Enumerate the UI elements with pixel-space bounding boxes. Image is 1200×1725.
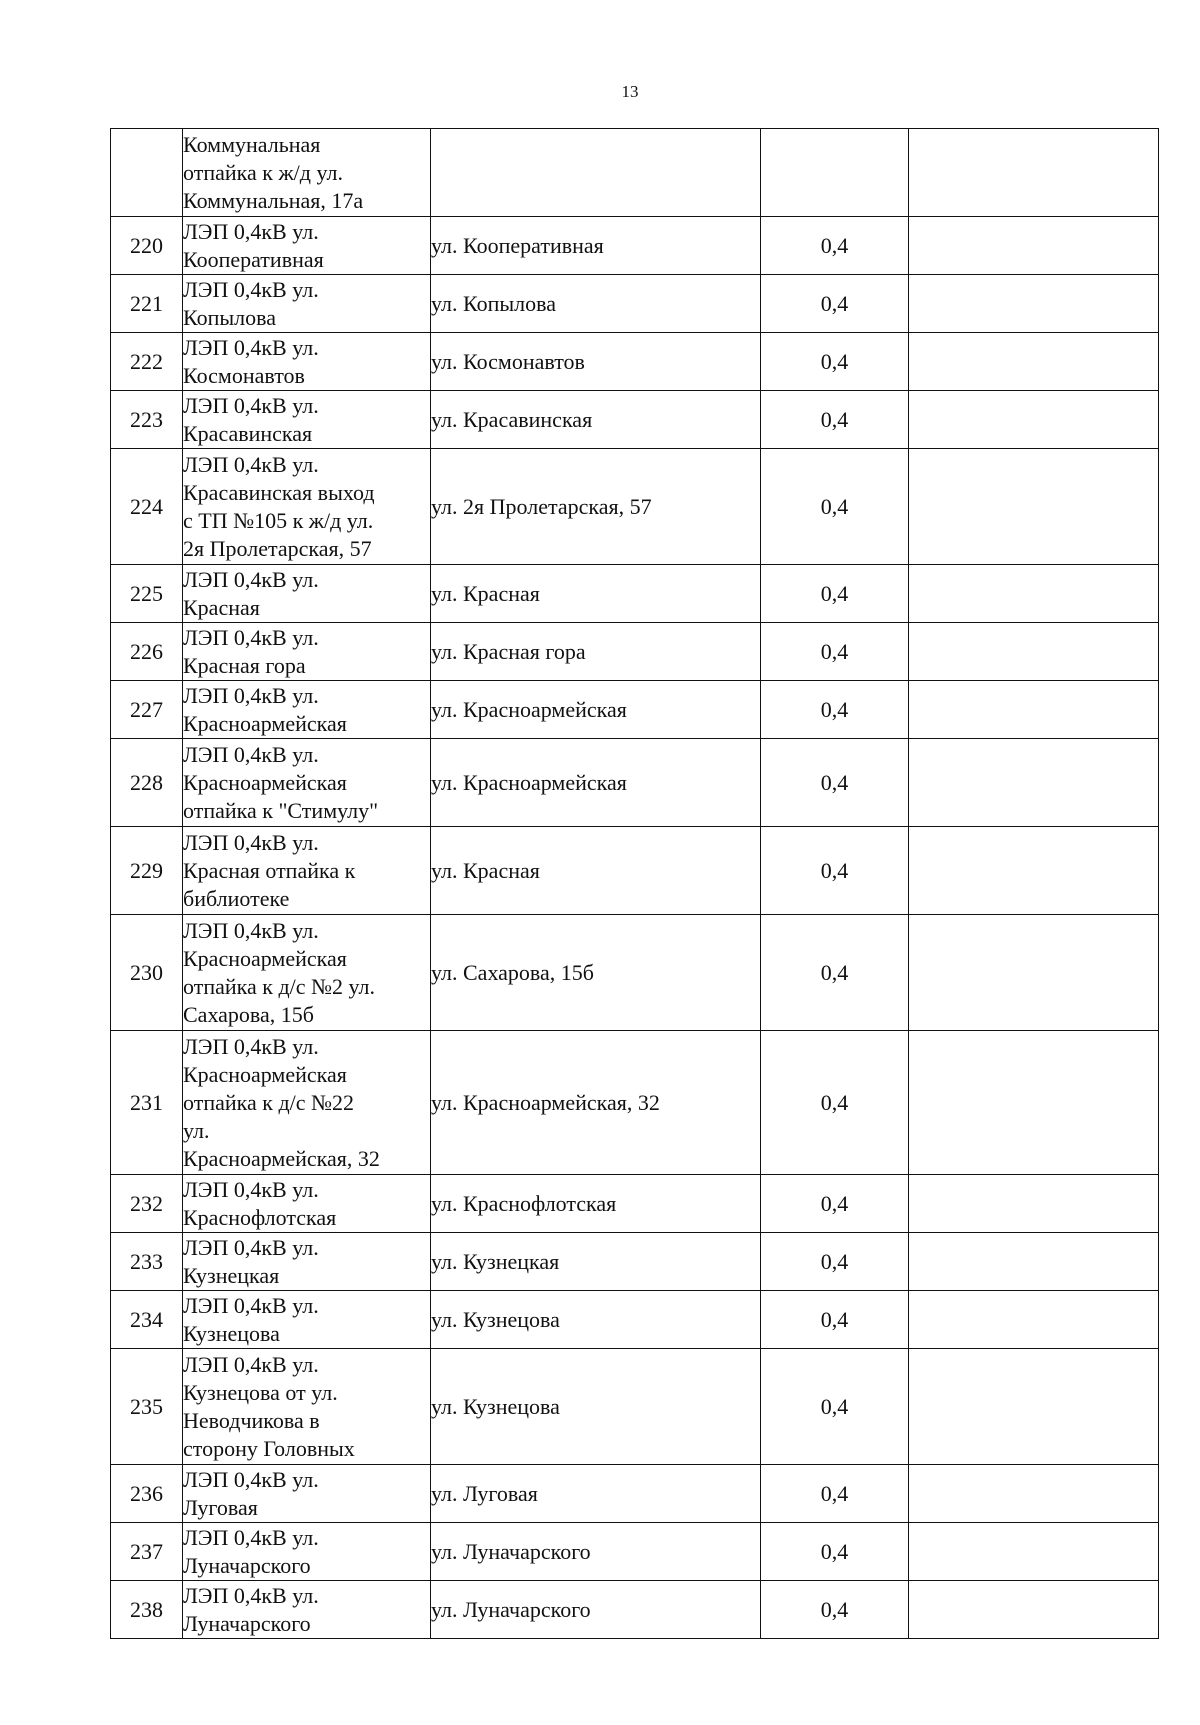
line-name-text: Луговая — [183, 1494, 258, 1520]
row-number: 223 — [111, 391, 183, 449]
line-name-text: Краснофлотская — [183, 1204, 337, 1230]
voltage: 0,4 — [761, 915, 909, 1031]
empty-column — [909, 623, 1159, 681]
voltage: 0,4 — [761, 1349, 909, 1465]
voltage: 0,4 — [761, 449, 909, 565]
empty-column — [909, 1581, 1159, 1639]
empty-column — [909, 449, 1159, 565]
line-name-text: ЛЭП 0,4кВ ул. — [183, 1524, 319, 1550]
line-name-text: ЛЭП 0,4кВ ул. — [183, 624, 319, 650]
power-lines-table — [110, 128, 1159, 1639]
line-name — [183, 449, 431, 565]
row-number: 222 — [111, 333, 183, 391]
line-name — [183, 333, 431, 391]
row-number: 220 — [111, 217, 183, 275]
address: ул. Красноармейская, 32 — [431, 1031, 761, 1175]
empty-column — [909, 565, 1159, 623]
line-name — [183, 739, 431, 827]
line-name-text: ЛЭП 0,4кВ ул. — [183, 451, 319, 477]
line-name-text: Неводчикова в — [183, 1407, 320, 1433]
empty-column — [909, 1175, 1159, 1233]
line-name — [183, 1465, 431, 1523]
line-name — [183, 217, 431, 275]
line-name — [183, 129, 431, 217]
table-row — [111, 129, 1159, 217]
empty-column — [909, 827, 1159, 915]
line-name-text: ЛЭП 0,4кВ ул. — [183, 1351, 319, 1377]
empty-column — [909, 1349, 1159, 1465]
row-number: 236 — [111, 1465, 183, 1523]
line-name-text: Красная отпайка к — [183, 857, 356, 883]
line-name — [183, 915, 431, 1031]
line-name-text: Копылова — [183, 304, 276, 330]
table-row — [111, 1523, 1159, 1581]
line-name-text: ЛЭП 0,4кВ ул. — [183, 1466, 319, 1492]
voltage: 0,4 — [761, 623, 909, 681]
line-name-text: ЛЭП 0,4кВ ул. — [183, 218, 319, 244]
line-name-text: Кузнецкая — [183, 1262, 280, 1288]
line-name — [183, 827, 431, 915]
line-name — [183, 1031, 431, 1175]
line-name-text: сторону Головных — [183, 1435, 355, 1461]
line-name-text: ЛЭП 0,4кВ ул. — [183, 392, 319, 418]
table-row — [111, 1581, 1159, 1639]
table-row — [111, 1175, 1159, 1233]
voltage: 0,4 — [761, 827, 909, 915]
address: ул. Краснофлотская — [431, 1175, 761, 1233]
voltage: 0,4 — [761, 275, 909, 333]
table-row — [111, 739, 1159, 827]
line-name-text: Луначарского — [183, 1610, 311, 1636]
voltage: 0,4 — [761, 1465, 909, 1523]
row-number: 234 — [111, 1291, 183, 1349]
table-row — [111, 333, 1159, 391]
line-name-text: ЛЭП 0,4кВ ул. — [183, 334, 319, 360]
line-name-text: отпайка к д/с №2 ул. — [183, 973, 376, 999]
line-name-text: отпайка к "Стимулу" — [183, 797, 379, 823]
line-name-text: ЛЭП 0,4кВ ул. — [183, 741, 319, 767]
address: ул. Красная гора — [431, 623, 761, 681]
empty-column — [909, 1291, 1159, 1349]
address: ул. Красноармейская — [431, 739, 761, 827]
row-number: 231 — [111, 1031, 183, 1175]
line-name-text: Сахарова, 15б — [183, 1001, 314, 1027]
empty-column — [909, 915, 1159, 1031]
line-name-text: Коммунальная, 17а — [183, 187, 364, 213]
line-name-text: Красавинская — [183, 420, 313, 446]
line-name-text: ЛЭП 0,4кВ ул. — [183, 829, 319, 855]
empty-column — [909, 1465, 1159, 1523]
voltage: 0,4 — [761, 1175, 909, 1233]
row-number — [111, 129, 183, 217]
voltage: 0,4 — [761, 681, 909, 739]
voltage: 0,4 — [761, 565, 909, 623]
address: ул. Кузнецкая — [431, 1233, 761, 1291]
line-name — [183, 1349, 431, 1465]
row-number: 233 — [111, 1233, 183, 1291]
line-name-text: Космонавтов — [183, 362, 305, 388]
line-name-text: Красноармейская — [183, 710, 347, 736]
table-row — [111, 1465, 1159, 1523]
address: ул. Луначарского — [431, 1581, 761, 1639]
line-name-text: ЛЭП 0,4кВ ул. — [183, 1033, 319, 1059]
voltage: 0,4 — [761, 1581, 909, 1639]
line-name — [183, 1233, 431, 1291]
line-name-text: ул. — [183, 1117, 210, 1143]
line-name — [183, 1175, 431, 1233]
empty-column — [909, 217, 1159, 275]
line-name-text: ЛЭП 0,4кВ ул. — [183, 1292, 319, 1318]
address: ул. Луговая — [431, 1465, 761, 1523]
row-number: 232 — [111, 1175, 183, 1233]
voltage: 0,4 — [761, 217, 909, 275]
table-row — [111, 1349, 1159, 1465]
empty-column — [909, 129, 1159, 217]
voltage: 0,4 — [761, 1031, 909, 1175]
table-row — [111, 681, 1159, 739]
line-name-text: Красавинская выход — [183, 479, 375, 505]
address: ул. Красавинская — [431, 391, 761, 449]
line-name — [183, 275, 431, 333]
address: ул. Красная — [431, 565, 761, 623]
table-row — [111, 449, 1159, 565]
address: ул. Кузнецова — [431, 1291, 761, 1349]
line-name — [183, 681, 431, 739]
row-number: 226 — [111, 623, 183, 681]
line-name-text: Кузнецова от ул. — [183, 1379, 338, 1405]
address: ул. Луначарского — [431, 1523, 761, 1581]
line-name-text: ЛЭП 0,4кВ ул. — [183, 682, 319, 708]
table-row — [111, 217, 1159, 275]
table-row — [111, 1233, 1159, 1291]
line-name-text: ЛЭП 0,4кВ ул. — [183, 276, 319, 302]
row-number: 230 — [111, 915, 183, 1031]
line-name-text: с ТП №105 к ж/д ул. — [183, 507, 374, 533]
table-row — [111, 565, 1159, 623]
line-name-text: ЛЭП 0,4кВ ул. — [183, 1582, 319, 1608]
line-name-text: Кооперативная — [183, 246, 324, 272]
voltage: 0,4 — [761, 1233, 909, 1291]
line-name — [183, 391, 431, 449]
table-row — [111, 915, 1159, 1031]
line-name-text: библиотеке — [183, 885, 290, 911]
line-name-text: ЛЭП 0,4кВ ул. — [183, 917, 319, 943]
table-row — [111, 391, 1159, 449]
line-name-text: Красная — [183, 594, 260, 620]
address: ул. Красная — [431, 827, 761, 915]
table-body — [111, 129, 1159, 1639]
line-name-text: ЛЭП 0,4кВ ул. — [183, 566, 319, 592]
page-number: 13 — [621, 82, 639, 101]
table-row — [111, 623, 1159, 681]
voltage: 0,4 — [761, 1291, 909, 1349]
line-name-text: Красноармейская — [183, 769, 347, 795]
address: ул. Копылова — [431, 275, 761, 333]
voltage: 0,4 — [761, 333, 909, 391]
address: ул. Сахарова, 15б — [431, 915, 761, 1031]
table-row — [111, 1291, 1159, 1349]
line-name-text: Красноармейская — [183, 1061, 347, 1087]
voltage: 0,4 — [761, 391, 909, 449]
empty-column — [909, 681, 1159, 739]
line-name-text: отпайка к д/с №22 — [183, 1089, 355, 1115]
row-number: 227 — [111, 681, 183, 739]
address: ул. Кооперативная — [431, 217, 761, 275]
line-name — [183, 623, 431, 681]
voltage — [761, 129, 909, 217]
line-name-text: Красноармейская, 32 — [183, 1145, 380, 1171]
line-name-text: отпайка к ж/д ул. — [183, 159, 343, 185]
table-row — [111, 827, 1159, 915]
row-number: 238 — [111, 1581, 183, 1639]
line-name-text: Коммунальная — [183, 131, 321, 157]
table-row — [111, 275, 1159, 333]
voltage: 0,4 — [761, 739, 909, 827]
row-number: 229 — [111, 827, 183, 915]
empty-column — [909, 391, 1159, 449]
empty-column — [909, 333, 1159, 391]
line-name-text: Красная гора — [183, 652, 306, 678]
address: ул. Красноармейская — [431, 681, 761, 739]
line-name — [183, 1523, 431, 1581]
line-name-text: Кузнецова — [183, 1320, 280, 1346]
empty-column — [909, 1523, 1159, 1581]
row-number: 235 — [111, 1349, 183, 1465]
row-number: 221 — [111, 275, 183, 333]
line-name — [183, 1581, 431, 1639]
line-name — [183, 565, 431, 623]
line-name-text: ЛЭП 0,4кВ ул. — [183, 1176, 319, 1202]
row-number: 224 — [111, 449, 183, 565]
empty-column — [909, 1031, 1159, 1175]
empty-column — [909, 739, 1159, 827]
empty-column — [909, 275, 1159, 333]
row-number: 228 — [111, 739, 183, 827]
line-name-text: Красноармейская — [183, 945, 347, 971]
address: ул. Космонавтов — [431, 333, 761, 391]
row-number: 225 — [111, 565, 183, 623]
row-number: 237 — [111, 1523, 183, 1581]
address — [431, 129, 761, 217]
voltage: 0,4 — [761, 1523, 909, 1581]
line-name-text: ЛЭП 0,4кВ ул. — [183, 1234, 319, 1260]
table-row — [111, 1031, 1159, 1175]
empty-column — [909, 1233, 1159, 1291]
address: ул. 2я Пролетарская, 57 — [431, 449, 761, 565]
line-name-text: 2я Пролетарская, 57 — [183, 535, 372, 561]
line-name-text: Луначарского — [183, 1552, 311, 1578]
address: ул. Кузнецова — [431, 1349, 761, 1465]
line-name — [183, 1291, 431, 1349]
